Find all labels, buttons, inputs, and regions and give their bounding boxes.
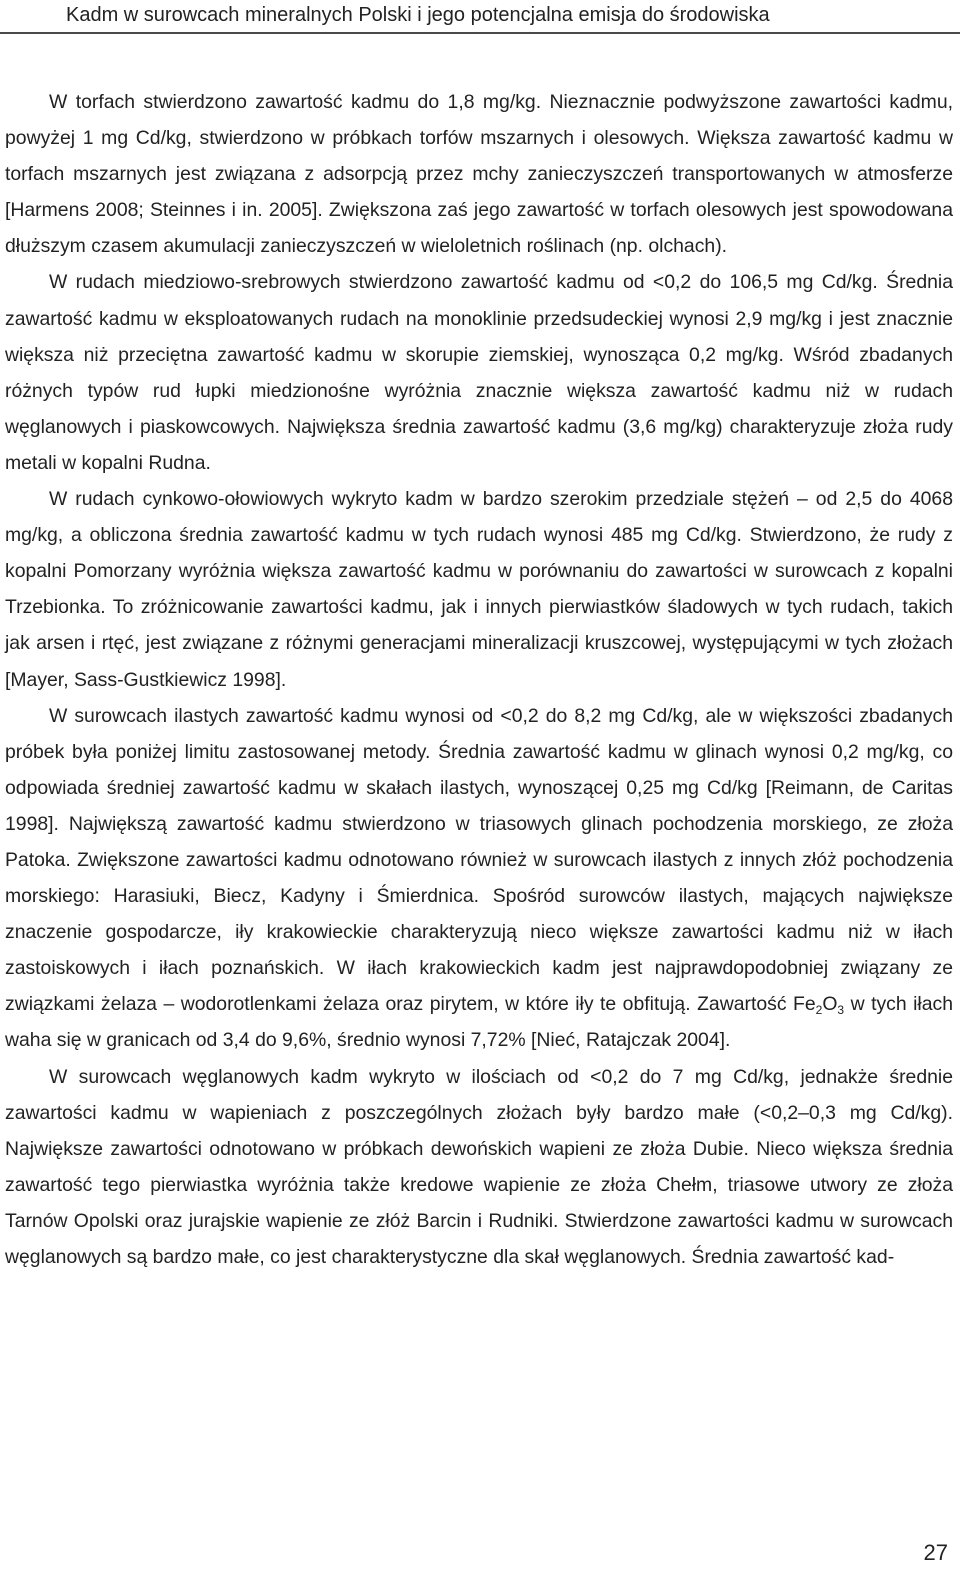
paragraph-copper-silver-ores: W rudach miedziowo-srebrowych stwierdzono zawartość kadmu od <0,2 do 106,5 mg Cd/kg. Średnia zawartość kadmu w eksploatowanych rudach na monoklinie przedsudeckiej wynosi 2,9 mg/kg i jest znacznie większa niż przeciętna zawartość kadmu w skorupie ziemskiej, wynosząca 0,2 mg/kg. Wśród zbadanych różnych typów rud łupki miedzionośne wyróżnia znacznie większa zawartość kadmu niż w rudach węglanowych i piaskowcowych. Największa średnia zawartość kadmu (3,6 mg/kg) charakteryzuje złoża rudy metali w kopalni Rudna. xyxy=(5,271,953,474)
running-header: Kadm w surowcach mineralnych Polski i jego potencjalna emisja do środowiska xyxy=(0,0,960,34)
paragraph-carbonate-raw-materials: W surowcach węglanowych kadm wykryto w ilościach od <0,2 do 7 mg Cd/kg, jednakże średnie zawartości kadmu w wapieniach z poszczególnych złożach były bardzo małe (<0,2–0,3 mg Cd/kg). Największe zawartości odnotowano w próbkach dewońskich wapieni ze złoża Dubie. Nieco większa średnia zawartość tego pierwiastka wyróżnia także kredowe wapienie ze złoża Chełm, triasowe utwory ze złoża Tarnów Opolski oraz jurajskie wapienie ze złóż Barcin i Rudniki. Stwierdzone zawartości kadmu w surowcach węglanowych są bardzo małe, co jest charakterystyczne dla skał węglanowych. Średnia zawartość kad- xyxy=(5,1065,953,1268)
paragraph-text: W surowcach ilastych zawartość kadmu wynosi od <0,2 do 8,2 mg Cd/kg, ale w większości zbadanych próbek była poniżej limitu zastosowanej metody. Średnia zawartość kadmu w glinach wynosi 0,2 mg/kg, co odpowiada średniej zawartość kadmu w skałach ilastych, wynoszącej 0,25 mg Cd/kg [Reimann, de Caritas 1998]. Największą zawartość kadmu stwierdzono w triasowych glinach pochodzenia morskiego, ze złoża Patoka. Zwiększone zawartości kadmu odnotowano również w surowcach ilastych z innych złóż pochodzenia morskiego: Harasiuki, Biecz, Kadyny i Śmierdnica. Spośród surowców ilastych, mających największe znaczenie gospodarcze, iły krakowieckie charakteryzują nieco większe zawartości kadmu niż w iłach zastoiskowych i iłach poznańskich. W iłach krakowieckich kadm jest najprawdopodobniej związany ze związkami żelaza – wodorotlenkami żelaza oraz pirytem, w które iły te obfitują. Zawartość Fe xyxy=(5,704,953,1016)
paragraph-zinc-lead-ores: W rudach cynkowo-ołowiowych wykryto kadm w bardzo szerokim przedziale stężeń – od 2,5 do 4068 mg/kg, a obliczona średnia zawartość kadmu w tych rudach wynosi 485 mg Cd/kg. Stwierdzono, że rudy z kopalni Pomorzany wyróżnia większa zawartość kadmu w porównaniu do zawartości w surowcach z kopalni Trzebionka. To zróżnicowanie zawartości kadmu, jak i innych pierwiastków śladowych w tych rudach, takich jak arsen i rtęć, jest związane z różnymi generacjami mineralizacji kruszcowej, występującymi w tych złożach [Mayer, Sass-Gustkiewicz 1998]. xyxy=(5,488,953,691)
body-text xyxy=(5,84,953,1275)
formula-text: O xyxy=(822,993,838,1016)
subscript: 2 xyxy=(815,1003,823,1018)
paragraph-peat: W torfach stwierdzono zawartość kadmu do 1,8 mg/kg. Nieznacznie podwyższone zawartości kadmu, powyżej 1 mg Cd/kg, stwierdzono w próbkach torfów mszarnych i olesowych. Większa zawartość kadmu w torfach mszarnych jest związana z adsorpcją przez mchy zanieczyszczeń transportowanych w atmosferze [Harmens 2008; Steinnes i in. 2005]. Zwiększona zaś jego zawartość w torfach olesowych jest spowodowana dłuższym czasem akumulacji zanieczyszczeń w wieloletnich roślinach (np. olchach). xyxy=(5,91,953,258)
paragraph-clay-raw-materials xyxy=(5,698,953,1059)
paragraph-text: w tych iłach waha się w granicach od 3,4 do 9,6%, średnio wynosi 7,72% [Nieć, Ratajczak 2004]. xyxy=(5,993,954,1052)
page-number: 27 xyxy=(923,1540,948,1565)
subscript: 3 xyxy=(837,1003,845,1018)
